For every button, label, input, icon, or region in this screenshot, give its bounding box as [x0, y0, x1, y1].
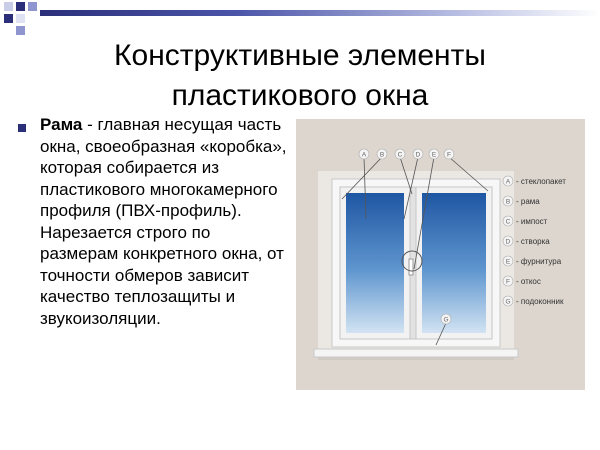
marker-c: C: [397, 151, 403, 159]
definition: - главная несущая часть окна, своеобразная «коробка», которая собирается из пластикового многокамерного профиля (ПВХ-профиль). Нарезается строго по размерам конкретного окна, от точности обмеров зависит качество теплозащиты и звукоизоляции.: [40, 115, 287, 328]
window-illustration: [296, 119, 585, 390]
bullet-square-icon: [18, 124, 26, 132]
decor-square: [16, 26, 25, 35]
handle: [409, 259, 413, 275]
title-line-1: Конструктивные элементы: [114, 39, 486, 72]
top-decoration: [0, 0, 600, 32]
marker-g: G: [443, 316, 449, 324]
legend-letter-e: E: [505, 258, 511, 266]
sill-shadow: [318, 357, 514, 360]
legend-text-a: - стеклопакет: [516, 177, 566, 186]
decor-square: [16, 14, 25, 23]
marker-f: F: [447, 151, 451, 159]
legend-text-g: - подоконник: [516, 297, 564, 306]
decor-square: [4, 2, 13, 11]
legend-letter-b: B: [505, 198, 511, 206]
marker-e: E: [431, 151, 437, 159]
marker-a: A: [361, 151, 367, 159]
title-line-2: пластикового окна: [171, 79, 429, 112]
legend-letter-g: G: [505, 298, 511, 306]
marker-b: B: [379, 151, 385, 159]
legend-letter-a: A: [505, 178, 511, 186]
bullet-text: [40, 114, 290, 329]
window-diagram: [296, 119, 585, 390]
legend-letter-f: F: [506, 278, 510, 286]
decor-bar: [40, 10, 600, 16]
right-glass: [422, 193, 486, 333]
legend-letter-c: C: [505, 218, 511, 226]
legend-text-f: - откос: [516, 277, 541, 286]
window-sill: [314, 349, 518, 357]
slide-title: [40, 36, 560, 116]
legend-text-c: - импост: [516, 217, 548, 226]
left-glass: [346, 193, 404, 333]
legend-letter-d: D: [505, 238, 511, 246]
decor-square: [28, 2, 37, 11]
legend-text-e: - фурнитура: [516, 257, 562, 266]
decor-square: [16, 2, 25, 11]
term: Рама: [40, 115, 83, 134]
marker-d: D: [415, 151, 421, 159]
legend-text-d: - створка: [516, 237, 550, 246]
decor-square: [4, 14, 13, 23]
legend-text-b: - рама: [516, 197, 540, 206]
